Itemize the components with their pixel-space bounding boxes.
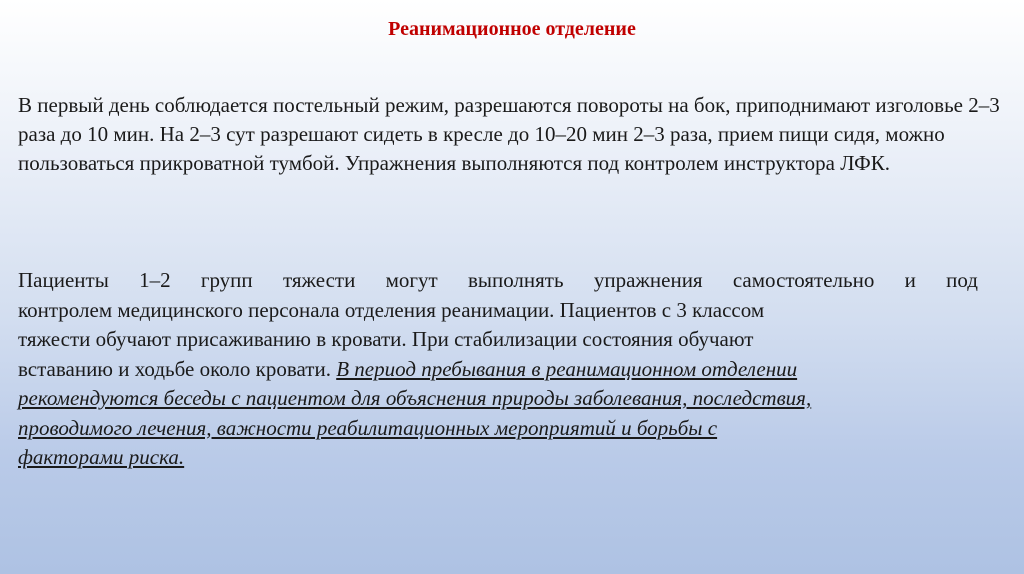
- slide-title: Реанимационное отделение: [388, 18, 636, 40]
- emphasized-text: факторами риска.: [18, 445, 185, 469]
- word: групп: [200, 268, 253, 292]
- emphasized-text: В период пребывания в реанимационном отделении: [336, 356, 798, 381]
- word: тяжести: [282, 268, 356, 292]
- emphasized-text: проводимого лечения, важности реабилитационных мероприятий и борьбы с: [18, 415, 718, 440]
- word: и: [904, 268, 916, 292]
- word: Пациенты: [18, 268, 109, 292]
- word: 1–2: [139, 268, 171, 292]
- paragraph-line: тяжести обучают присаживанию в кровати. При стабилизации состояния обучают: [18, 327, 754, 351]
- paragraph-first-day: В первый день соблюдается постельный режим, разрешаются повороты на бок, приподнимают изголовье 2–3 раза до 10 мин. На 2–3 сут разрешают сидеть в кресле до 10–20 мин 2–3 раза, прием пищи сидя, можно пользоваться прикроватной тумбой. Упражнения выполняются под контролем инструктора ЛФК.: [18, 93, 1000, 175]
- word: упражнения: [593, 268, 703, 292]
- paragraph-line: [18, 355, 998, 385]
- word: под: [946, 268, 978, 292]
- word: могут: [385, 268, 438, 292]
- paragraph-patients: [18, 266, 998, 473]
- emphasized-text: рекомендуются беседы с пациентом для объяснения природы заболевания, последствия,: [18, 386, 812, 410]
- word: самостоятельно: [732, 268, 875, 292]
- paragraph-line: контролем медицинского персонала отделения реанимации. Пациентов с 3 классом: [18, 297, 765, 322]
- word: выполнять: [467, 268, 564, 292]
- plain-text: вставанию и ходьбе около кровати.: [18, 356, 337, 381]
- paragraph-line: [18, 266, 978, 296]
